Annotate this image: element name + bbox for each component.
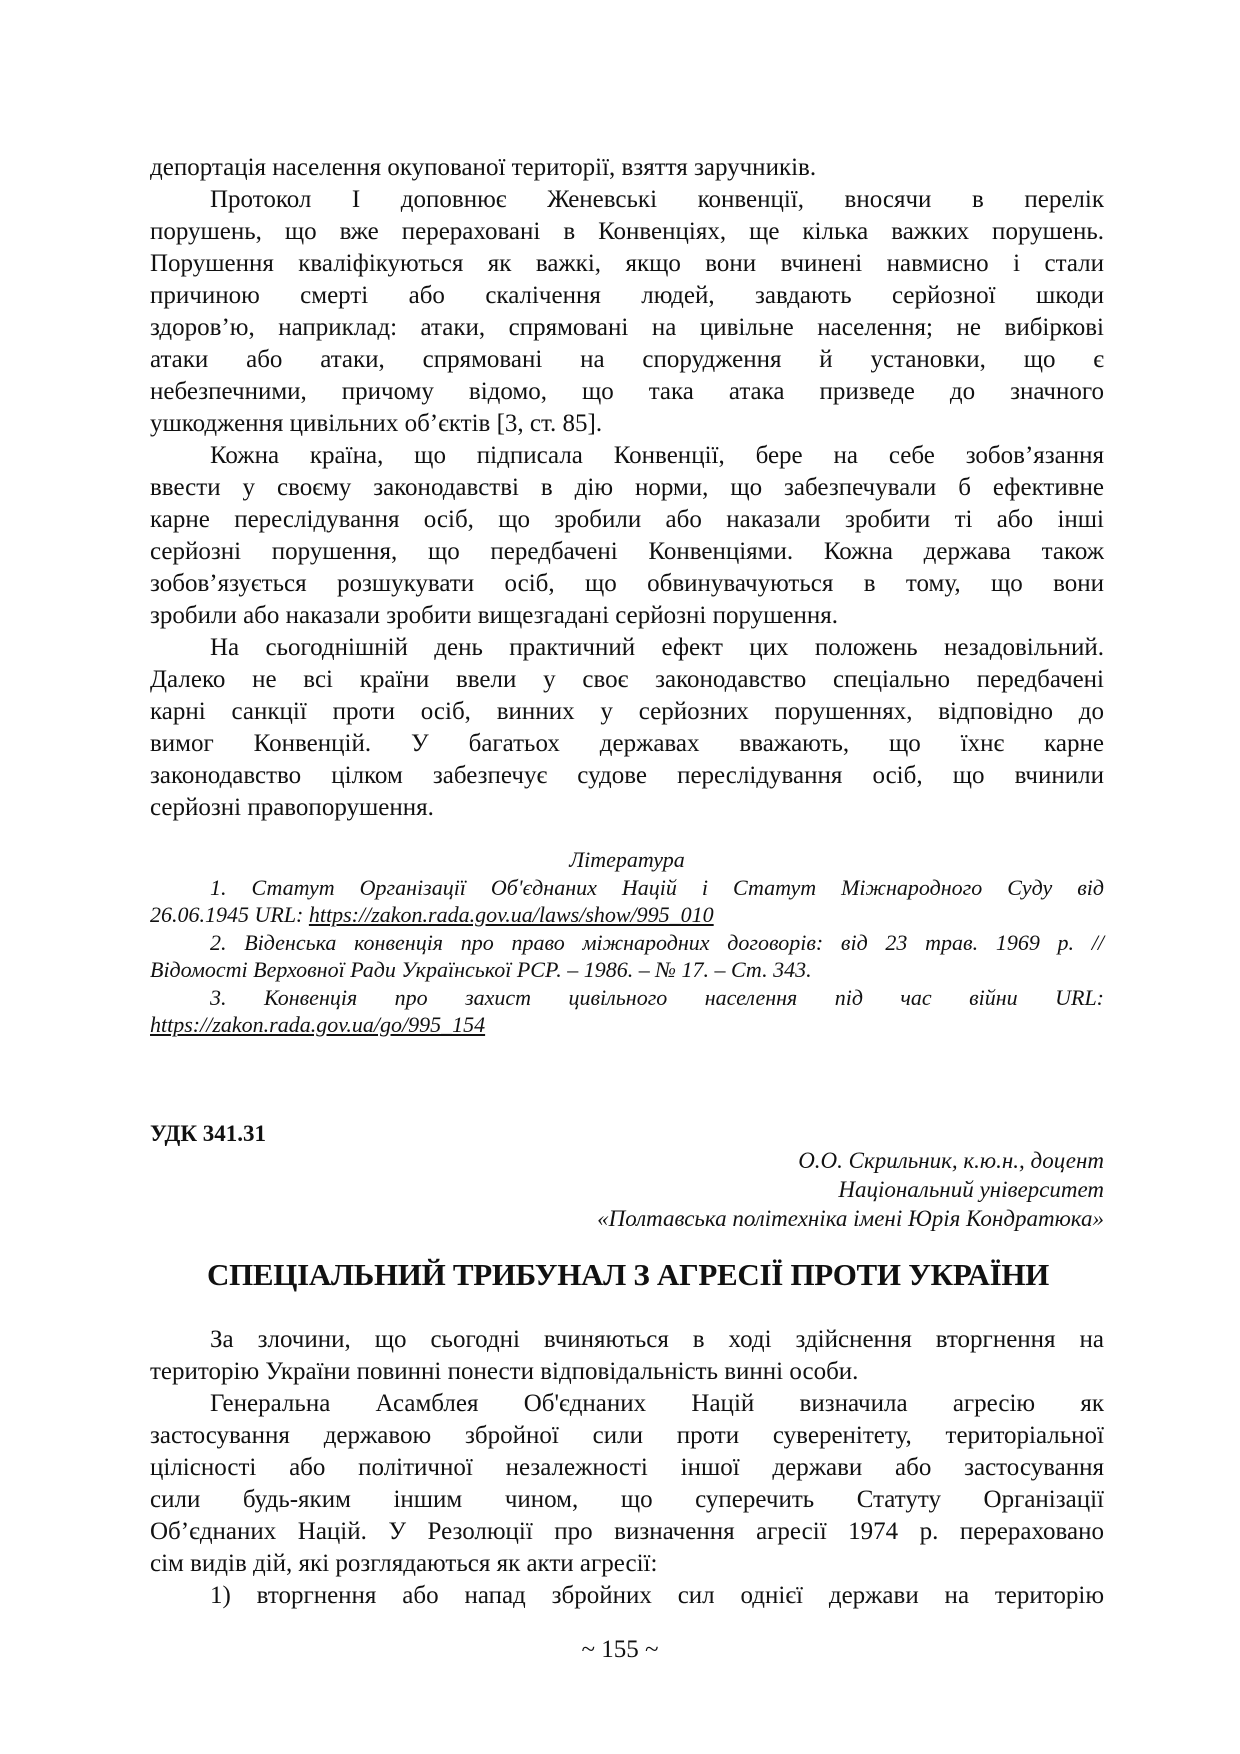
text-line: цілісності або політичної незалежності іншої держави або застосування [150, 1454, 1104, 1481]
reference-item-2 [150, 929, 1104, 984]
text-line: сім видів дій, які розглядаються як акти агресії: [150, 1550, 658, 1577]
body-section-1 [150, 152, 1104, 824]
paragraph [150, 152, 1104, 184]
text-line: Кожна країна, що підписала Конвенції, бере на себе зобов’язання [210, 442, 1104, 469]
paragraph [150, 1580, 1104, 1612]
author-name: О.О. Скрильник, к.ю.н., доцент [798, 1148, 1104, 1173]
page-number: ~ 155 ~ [581, 1636, 659, 1663]
paragraph [150, 440, 1104, 632]
text-line: небезпечними, причому відомо, що така атака призведе до значного [150, 378, 1104, 405]
reference-text: 1. Статут Організації Об'єднаних Націй і Статут Міжнародного Суду від [210, 874, 1104, 900]
paragraph [150, 1324, 1104, 1388]
text-line: серйозні порушення, що передбачені Конвенціями. Кожна держава також [150, 538, 1104, 565]
reference-item-1 [150, 874, 1104, 929]
text-line: За злочини, що сьогодні вчиняються в ході здійснення вторгнення на [210, 1326, 1104, 1353]
article-title: СПЕЦІАЛЬНИЙ ТРИБУНАЛ З АГРЕСІЇ ПРОТИ УКРАЇНИ [207, 1257, 1049, 1292]
text-line: застосування державою збройної сили проти суверенітету, територіальної [150, 1422, 1104, 1449]
reference-link[interactable]: https://zakon.rada.gov.ua/laws/show/995_010 [308, 902, 714, 927]
text-line: зробили або наказали зробити вищезгадані серйозні порушення. [150, 602, 838, 629]
text-line: Генеральна Асамблея Об'єднаних Націй визначила агресію як [210, 1390, 1104, 1417]
affiliation-line: «Полтавська політехніка імені Юрія Кондратюка» [597, 1206, 1104, 1231]
text-line: територію України повинні понести відповідальність винні особи. [150, 1358, 859, 1385]
text-line: На сьогоднішній день практичний ефект цих положень незадовільний. [210, 634, 1104, 661]
text-line: 1) вторгнення або напад збройних сил однієї держави на територію [210, 1582, 1104, 1609]
text-line: карне переслідування осіб, що зробили або наказали зробити ті або інші [150, 506, 1104, 533]
body-section-2 [150, 1324, 1104, 1612]
references-list [150, 846, 1104, 1039]
text-line: причиною смерті або скалічення людей, завдають серйозної шкоди [150, 282, 1104, 309]
reference-link[interactable]: https://zakon.rada.gov.ua/go/995_154 [150, 1012, 486, 1037]
paragraph [150, 184, 1104, 440]
author-block [150, 1146, 1104, 1233]
text-line: Порушення кваліфікуються як важкі, якщо вони вчинені навмисно і стали [150, 250, 1104, 277]
references-heading: Література [569, 847, 685, 872]
text-line: законодавство цілком забезпечує судове переслідування осіб, що вчинили [150, 762, 1104, 789]
text-line: депортація населення окупованої території, взяття заручників. [150, 154, 817, 181]
text-line: карні санкції проти осіб, винних у серйозних порушеннях, відповідно до [150, 698, 1104, 725]
text-line: атаки або атаки, спрямовані на спорудження й установки, що є [150, 346, 1104, 373]
reference-text: 2. Віденська конвенція про право міжнародних договорів: від 23 трав. 1969 р. // [210, 929, 1104, 955]
text-line: зобов’язується розшукувати осіб, що обвинувачуються в тому, що вони [150, 570, 1104, 597]
text-line: здоров’ю, наприклад: атаки, спрямовані на цивільне населення; не вибіркові [150, 314, 1104, 341]
text-line: порушень, що вже перераховані в Конвенціях, ще кілька важких порушень. [150, 218, 1104, 245]
udk-code: УДК 341.31 [150, 1121, 267, 1146]
text-line: ввести у своєму законодавстві в дію норми, що забезпечували б ефективне [150, 474, 1104, 501]
text-line: ушкодження цивільних об’єктів [3, ст. 85]. [150, 410, 603, 437]
text-line: Протокол I доповнює Женевські конвенції, вносячи в перелік [210, 186, 1104, 213]
affiliation-line: Національний університет [838, 1177, 1104, 1202]
reference-text: Відомості Верховної Ради Української РСР. – 1986. – № 17. – Ст. 343. [150, 957, 812, 982]
paragraph [150, 1388, 1104, 1580]
text-line: Далеко не всі країни ввели у своє законодавство спеціально передбачені [150, 666, 1104, 693]
text-line: сили будь-яким іншим чином, що суперечить Статуту Організації [150, 1486, 1104, 1513]
text-line: вимог Конвенцій. У багатьох державах вважають, що їхнє карне [150, 730, 1104, 757]
reference-text: 3. Конвенція про захист цивільного населення під час війни URL: [210, 984, 1104, 1010]
text-line: Об’єднаних Націй. У Резолюції про визначення агресії 1974 р. перераховано [150, 1518, 1104, 1545]
text-line: серйозні правопорушення. [150, 794, 434, 821]
paragraph [150, 632, 1104, 824]
reference-item-3 [150, 984, 1104, 1039]
reference-text: 26.06.1945 URL: [150, 902, 309, 927]
